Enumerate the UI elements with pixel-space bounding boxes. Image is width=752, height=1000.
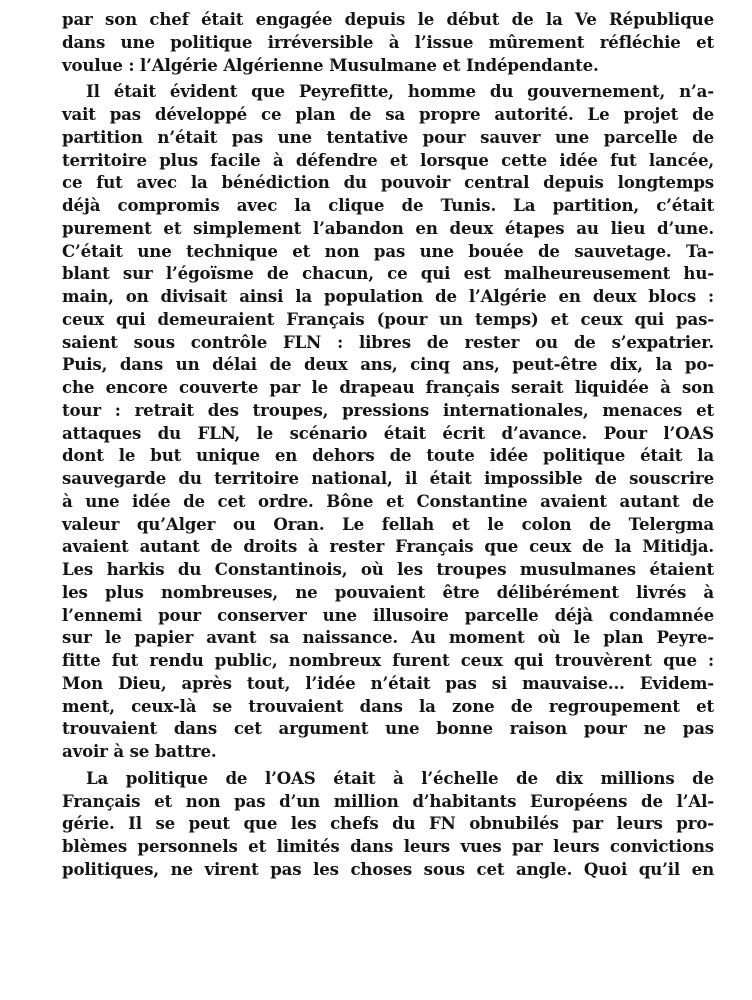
text-line: purement et simplement l’abandon en deux étapes au lieu d’une.: [62, 217, 714, 238]
text-line: Les harkis du Constantinois, où les troupes musulmanes étaient: [62, 559, 714, 579]
text-line: tour : retrait des troupes, pressions internationales, menaces et: [62, 399, 714, 420]
text-line: saient sous contrôle FLN : libres de rester ou de s’expatrier.: [62, 331, 714, 352]
text-line: dans une politique irréversible à l’issue mûrement réfléchie et: [62, 31, 714, 52]
text-line: Mon Dieu, après tout, l’idée n’était pas si mauvaise... Evidem-: [62, 672, 714, 693]
text-line: ment, ceux-là se trouvaient dans la zone de regroupement et: [62, 695, 714, 716]
text-line: partition n’était pas une tentative pour sauver une parcelle de: [62, 126, 714, 147]
text-line: blèmes personnels et limités dans leurs vues par leurs convictions: [62, 836, 714, 856]
text-line: dont le but unique en dehors de toute idée politique était la: [62, 445, 714, 466]
text-line: trouvaient dans cet argument une bonne raison pour ne pas: [62, 718, 714, 739]
text-line: par son chef était engagée depuis le début de la Ve République: [62, 9, 714, 29]
text-line: ceux qui demeuraient Français (pour un temps) et ceux qui pas-: [62, 308, 714, 329]
text-line: La politique de l’OAS était à l’échelle de dix millions de: [86, 767, 714, 788]
text-line: voulue : l’Algérie Algérienne Musulmane et Indépendante.: [62, 54, 599, 75]
text-line: sauvegarde du territoire national, il était impossible de souscrire: [62, 468, 714, 488]
text-line: territoire plus facile à défendre et lorsque cette idée fut lancée,: [62, 149, 714, 170]
paragraph: [62, 80, 714, 763]
text-line: déjà compromis avec la clique de Tunis. La partition, c’était: [62, 195, 714, 215]
text-line: à une idée de cet ordre. Bône et Constantine avaient autant de: [62, 490, 714, 511]
text-line: blant sur l’égoïsme de chacun, ce qui est malheureusement hu-: [62, 263, 714, 284]
text-line: valeur qu’Alger ou Oran. Le fellah et le colon de Telergma: [62, 513, 714, 534]
text-line: politiques, ne virent pas les choses sous cet angle. Quoi qu’il en: [62, 858, 714, 879]
text-line: gérie. Il se peut que les chefs du FN obnubilés par leurs pro-: [62, 813, 714, 834]
text-line: avaient autant de droits à rester Français que ceux de la Mitidja.: [62, 536, 714, 557]
document-page: [62, 8, 714, 881]
text-line: les plus nombreuses, ne pouvaient être délibérément livrés à: [62, 581, 714, 602]
paragraph: [62, 8, 714, 76]
text-line: Il était évident que Peyrefitte, homme du gouvernement, n’a-: [86, 81, 714, 102]
text-line: l’ennemi pour conserver une illusoire parcelle déjà condamnée: [62, 604, 714, 625]
text-line: ce fut avec la bénédiction du pouvoir central depuis longtemps: [62, 172, 714, 193]
text-line: sur le papier avant sa naissance. Au moment où le plan Peyre-: [62, 627, 714, 648]
text-line: Puis, dans un délai de deux ans, cinq ans, peut-être dix, la po-: [62, 354, 714, 375]
text-line: Français et non pas d’un million d’habitants Européens de l’Al-: [62, 790, 714, 811]
text-line: che encore couverte par le drapeau français serait liquidée à son: [62, 377, 714, 397]
text-line: vait pas développé ce plan de sa propre autorité. Le projet de: [62, 104, 714, 124]
text-line: attaques du FLN, le scénario était écrit d’avance. Pour l’OAS: [62, 422, 714, 443]
paragraph: [62, 767, 714, 881]
text-line: C’était une technique et non pas une bouée de sauvetage. Ta-: [62, 240, 714, 261]
text-line: fitte fut rendu public, nombreux furent ceux qui trouvèrent que :: [62, 650, 714, 670]
text-line: avoir à se battre.: [62, 741, 217, 761]
text-line: main, on divisait ainsi la population de l’Algérie en deux blocs :: [62, 286, 714, 306]
